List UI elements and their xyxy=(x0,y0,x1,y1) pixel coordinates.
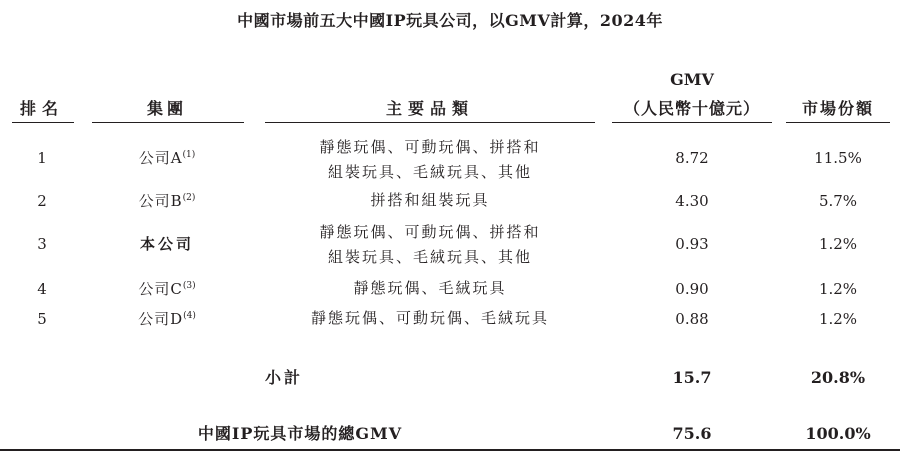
table-row-5-gmv: 0.88 xyxy=(675,310,709,328)
table-bottom-rule xyxy=(0,449,900,451)
table-row-4-company: 公司$C^{(3)}$ xyxy=(138,280,196,298)
table-row-1-category-line1: 靜態玩偶、可動玩偶、拼搭和 xyxy=(319,138,541,156)
footnote-marker: (2) xyxy=(182,193,196,203)
table-row-2-company: 公司$B^{(2)}$ xyxy=(138,192,196,210)
header-group: 集團 xyxy=(146,99,187,118)
table-row-1-category-line2: 組裝玩具、毛絨玩具、其他 xyxy=(327,163,532,181)
header-category: 主要品類 xyxy=(385,99,474,118)
table-row-4-gmv: 0.90 xyxy=(675,280,709,298)
table-row-3-category-line2: 組裝玩具、毛絨玩具、其他 xyxy=(327,248,532,266)
footnote-marker: (4) xyxy=(183,311,196,321)
table-row-4-rank: 4 xyxy=(37,280,47,298)
header-rule-category xyxy=(265,122,595,123)
header-rank: 排名 xyxy=(19,99,64,118)
table-row-1-share: 11.5% xyxy=(814,149,862,167)
subtotal-label: 小計 xyxy=(265,368,304,387)
table-row-2-category-line1: 拼搭和組裝玩具 xyxy=(370,191,490,209)
header-gmv-line2: （人民幣十億元） xyxy=(623,99,760,118)
table-row-4-share: 1.2% xyxy=(818,280,858,298)
table-row-3-rank: 3 xyxy=(37,235,47,253)
table-row-2-rank: 2 xyxy=(37,192,47,210)
table-row-1-rank: 1 xyxy=(37,149,47,167)
table-row-3-gmv: 0.93 xyxy=(675,235,709,253)
header-rule-share xyxy=(786,122,890,123)
table-row-2-share: 5.7% xyxy=(818,192,858,210)
header-rule-group xyxy=(92,122,244,123)
footnote-marker: (3) xyxy=(182,281,196,291)
total-share: 100.0% xyxy=(805,424,871,443)
table-row-3-share: 1.2% xyxy=(818,235,858,253)
table-row-5-share: 1.2% xyxy=(818,310,858,328)
table-row-5-company: 公司$D^{(4)}$ xyxy=(138,310,196,328)
table-row-5-rank: 5 xyxy=(37,310,47,328)
header-rule-gmv xyxy=(612,122,772,123)
footnote-marker: (1) xyxy=(182,150,196,160)
header-gmv-line1: GMV xyxy=(670,70,714,89)
header-share: 市場份額 xyxy=(801,99,874,118)
total-label: 中國IP玩具市場的總GMV xyxy=(197,424,403,443)
header-rule-rank xyxy=(12,122,74,123)
table-title: 中國市場前五大中國IP玩具公司，以GMV計算，2024年 xyxy=(237,11,663,30)
subtotal-gmv: 15.7 xyxy=(672,368,712,387)
table-row-4-category-line1: 靜態玩偶、毛絨玩具 xyxy=(353,279,507,297)
subtotal-share: 20.8% xyxy=(810,368,866,387)
table-row-1-gmv: 8.72 xyxy=(675,149,709,167)
table-row-3-company: 本公司 xyxy=(139,235,194,253)
total-gmv: 75.6 xyxy=(672,424,712,443)
table-row-5-category-line1: 靜態玩偶、可動玩偶、毛絨玩具 xyxy=(310,309,549,327)
table-row-1-company: 公司$A^{(1)}$ xyxy=(138,149,196,167)
table-row-2-gmv: 4.30 xyxy=(675,192,709,210)
table-row-3-category-line1: 靜態玩偶、可動玩偶、拼搭和 xyxy=(319,223,541,241)
